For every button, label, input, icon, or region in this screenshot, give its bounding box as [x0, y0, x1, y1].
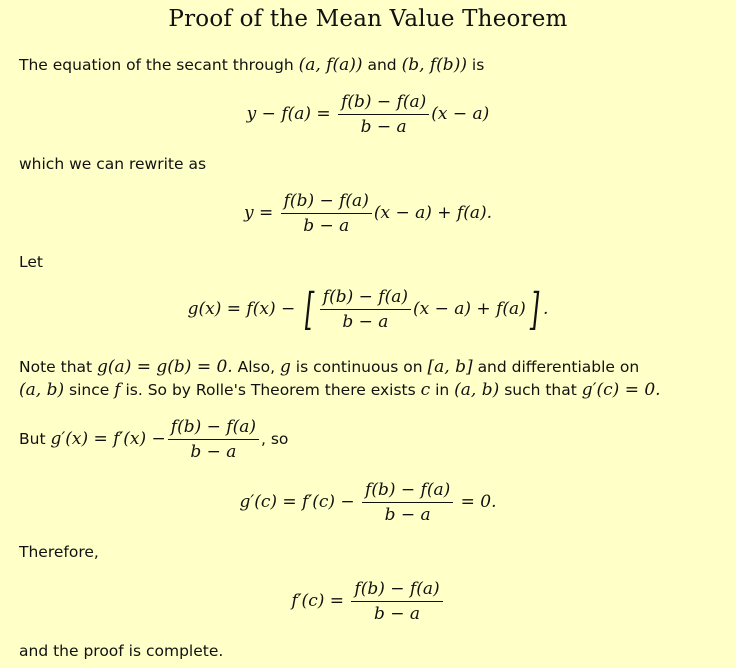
text: since — [69, 381, 110, 399]
eq-rhs: (x − a) + f(a). — [373, 203, 493, 223]
denominator: b − a — [384, 505, 431, 525]
fraction — [351, 577, 442, 626]
math: (a, b) — [19, 380, 65, 400]
fraction — [281, 189, 372, 238]
eq-rhs: = 0. — [460, 492, 497, 512]
fraction — [338, 90, 429, 139]
paragraph-secant — [19, 54, 725, 77]
right-bracket: ] — [529, 283, 540, 335]
eq-lhs: y − f(a) = — [246, 104, 331, 124]
text: , so — [260, 430, 289, 448]
paragraph-therefore: Therefore, — [19, 543, 99, 561]
numerator: f(b) − f(a) — [281, 189, 372, 214]
fraction — [168, 415, 259, 464]
numerator: f(b) − f(a) — [168, 415, 259, 440]
math: g(a) = g(b) = 0. — [97, 357, 233, 377]
denominator: b − a — [190, 442, 237, 462]
paragraph-complete: and the proof is complete. — [19, 642, 224, 660]
equation-g — [0, 285, 736, 334]
math: g — [279, 357, 291, 377]
paragraph-rewrite: which we can rewrite as — [19, 155, 207, 173]
denominator: b − a — [373, 604, 421, 624]
text: in — [435, 381, 450, 399]
math: f — [114, 380, 121, 400]
math: c — [420, 380, 431, 400]
eq-inner: (x − a) + f(a) — [412, 299, 526, 319]
equation-rewrite — [0, 189, 736, 238]
math-point-b: (b, f(b)) — [401, 55, 467, 75]
numerator: f(b) − f(a) — [362, 478, 453, 503]
text: such that — [504, 381, 577, 399]
equation-secant — [0, 90, 736, 139]
text: is. So by Rolle's Theorem there exists — [125, 381, 416, 399]
math-lhs: g′(x) = f′(x) − — [50, 429, 166, 449]
paragraph-rolle — [19, 356, 725, 402]
numerator: f(b) − f(a) — [338, 90, 429, 115]
text: is — [471, 56, 485, 74]
left-bracket: [ — [304, 283, 314, 335]
math: (a, b) — [454, 380, 500, 400]
eq-lhs: f′(c) = — [291, 591, 344, 611]
denominator: b − a — [303, 216, 350, 236]
text: The equation of the secant through — [19, 56, 294, 74]
fraction — [362, 478, 453, 527]
text: Also, — [237, 358, 276, 376]
math: [a, b] — [427, 357, 473, 377]
numerator: f(b) − f(a) — [351, 577, 442, 602]
eq-lhs: g(x) = f(x) − — [187, 299, 296, 319]
math-point-a: (a, f(a)) — [298, 55, 363, 75]
equation-conclusion — [0, 577, 736, 626]
eq-end: . — [542, 299, 549, 319]
numerator: f(b) − f(a) — [320, 285, 411, 310]
math: g′(c) = 0. — [581, 380, 661, 400]
denominator: b − a — [360, 117, 407, 137]
fraction — [320, 285, 411, 334]
text: and differentiable on — [477, 358, 640, 376]
denominator: b − a — [342, 312, 389, 332]
page-title: Proof of the Mean Value Theorem — [168, 6, 568, 32]
text: Note that — [19, 358, 93, 376]
text: is continuous on — [295, 358, 423, 376]
paragraph-but — [19, 415, 725, 464]
eq-lhs: y = — [243, 203, 274, 223]
paragraph-let: Let — [19, 253, 43, 271]
text: and — [367, 56, 397, 74]
equation-gprime — [0, 478, 736, 527]
text: But — [19, 430, 46, 448]
eq-rhs: (x − a) — [431, 104, 490, 124]
eq-lhs: g′(c) = f′(c) − — [239, 492, 355, 512]
